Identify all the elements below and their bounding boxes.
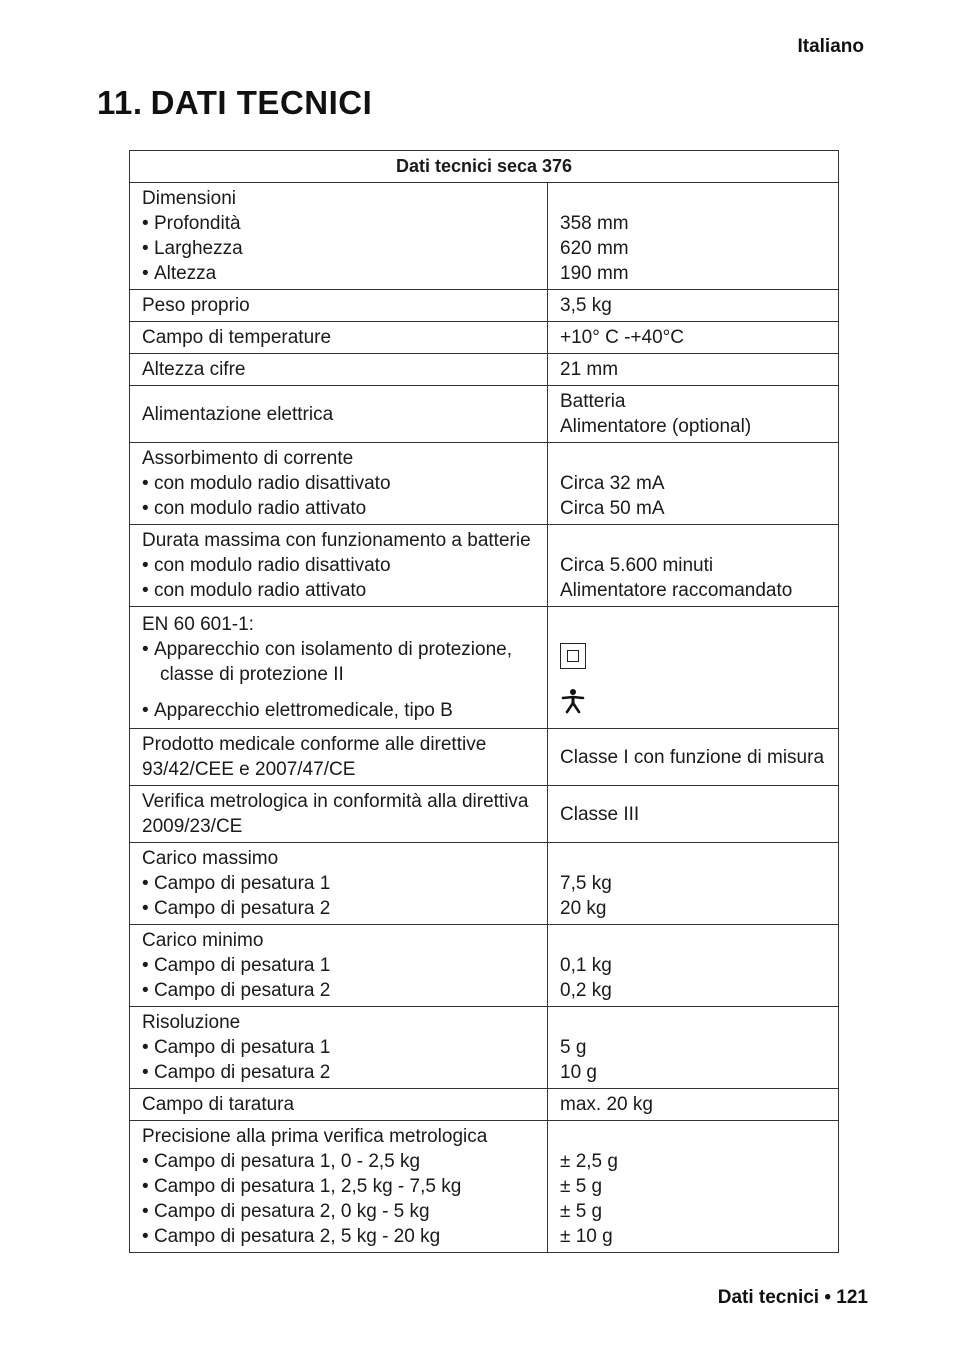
row-value-cell [548,322,839,354]
list-item: • Campo di pesatura 1 [142,1035,547,1060]
table-row [130,786,839,843]
row-label: Campo di taratura [142,1094,295,1115]
row-value-cell [548,525,839,607]
row-value: Classe I con funzione di misura [560,746,825,768]
row-value-cell [548,1007,839,1089]
row-value: ± 2,5 g [560,1150,618,1172]
row-label-cell [130,1121,548,1253]
list-item: • Apparecchio con isolamento di protezione, classe di protezione II [142,637,547,687]
table-row [130,183,839,290]
row-label: Dimensioni [142,187,236,209]
row-label: Precisione alla prima verifica metrologica [142,1125,488,1147]
row-label: EN 60 601-1: [142,613,254,635]
list-item: • Campo di pesatura 1, 2,5 kg - 7,5 kg [142,1174,547,1199]
row-label: Durata massima con funzionamento a batterie [142,529,531,551]
page-title [97,84,372,122]
row-label: Campo di temperature [142,327,332,348]
section-title: DATI TECNICI [150,84,373,121]
row-value: Alimentatore raccomandato [560,579,793,601]
list-item: • Campo di pesatura 1, 0 - 2,5 kg [142,1149,547,1174]
table-row [130,525,839,607]
row-value: Circa 32 mA [560,472,665,494]
row-value: 7,5 kg [560,872,612,894]
page-footer: Dati tecnici • 121 [717,1287,868,1308]
row-label: Verifica metrologica in conformità alla direttiva 2009/23/CE [142,790,529,837]
table-row [130,1089,839,1121]
table-row [130,1007,839,1089]
row-value-cell [548,1089,839,1121]
row-value: 21 mm [560,359,619,380]
row-label-cell [130,354,548,386]
row-value-cell [548,183,839,290]
list-item: • Campo di pesatura 1 [142,871,547,896]
row-label-cell [130,1089,548,1121]
row-value-cell [548,290,839,322]
list-item: • con modulo radio disattivato [142,553,547,578]
row-label: Alimentazione elettrica [142,403,334,425]
list-item: • Larghezza [142,236,547,261]
list-item: • Apparecchio elettromedicale, tipo B [142,698,547,723]
table-row [130,322,839,354]
list-item: • Campo di pesatura 2 [142,896,547,921]
row-label-cell [130,786,548,843]
row-label-cell [130,290,548,322]
row-label-cell [130,386,548,443]
technical-data-table [129,150,839,1253]
table-row [130,843,839,925]
list-item: • Campo di pesatura 2 [142,1060,547,1085]
table-header-row [130,151,839,183]
row-value: 20 kg [560,897,607,919]
table-row [130,1121,839,1253]
row-value-cell [548,843,839,925]
row-label: Carico minimo [142,929,264,951]
table-title: Dati tecnici seca 376 [130,151,839,183]
row-value-cell [548,354,839,386]
language-label: Italiano [797,36,864,57]
row-value: Alimentatore (optional) [560,415,752,437]
table-row [130,729,839,786]
row-value: max. 20 kg [560,1094,653,1115]
row-value: Circa 50 mA [560,497,665,519]
row-value: Classe III [560,803,640,825]
row-value: 5 g [560,1036,587,1058]
row-value: Circa 5.600 minuti [560,554,714,576]
type-b-applied-part-icon [560,688,586,714]
row-value-cell [548,1121,839,1253]
table-row [130,354,839,386]
row-value: 190 mm [560,262,629,284]
row-label: Risoluzione [142,1011,241,1033]
row-value: 10 g [560,1061,597,1083]
row-value-cell [548,443,839,525]
row-label-cell [130,925,548,1007]
row-label: Carico massimo [142,847,279,869]
row-value: 0,2 kg [560,979,612,1001]
row-label: Peso proprio [142,295,250,316]
table-row [130,386,839,443]
row-label-cell [130,607,548,729]
row-label-cell [130,183,548,290]
row-value: 620 mm [560,237,629,259]
row-value-cell [548,925,839,1007]
list-item: • con modulo radio attivato [142,496,547,521]
row-value: 0,1 kg [560,954,612,976]
row-value: 3,5 kg [560,295,612,316]
table-row [130,925,839,1007]
row-label-cell [130,322,548,354]
table-row [130,290,839,322]
row-value: ± 5 g [560,1200,603,1222]
row-label-cell [130,525,548,607]
list-item: • Campo di pesatura 1 [142,953,547,978]
row-label: Altezza cifre [142,359,246,380]
list-item: • Campo di pesatura 2, 0 kg - 5 kg [142,1199,547,1224]
row-value: Batteria [560,390,626,412]
row-label-cell [130,843,548,925]
row-value: +10° C -+40°C [560,327,684,348]
protection-class-ii-icon [560,643,586,669]
list-item: • Altezza [142,261,547,286]
list-item: • Campo di pesatura 2, 5 kg - 20 kg [142,1224,547,1249]
list-item: • con modulo radio disattivato [142,471,547,496]
row-label-cell [130,1007,548,1089]
row-label-cell [130,443,548,525]
table-row [130,443,839,525]
list-item: • Campo di pesatura 2 [142,978,547,1003]
row-value-cell [548,607,839,729]
table-row [130,607,839,729]
section-number: 11. [97,84,143,121]
row-label: Prodotto medicale conforme alle direttive 93/42/CEE e 2007/47/CE [142,733,487,780]
row-label-cell [130,729,548,786]
row-value-cell [548,729,839,786]
list-item: • con modulo radio attivato [142,578,547,603]
row-value-cell [548,386,839,443]
list-item: • Profondità [142,211,547,236]
row-value-cell [548,786,839,843]
row-label: Assorbimento di corrente [142,447,354,469]
row-value: 358 mm [560,212,629,234]
row-value: ± 10 g [560,1225,613,1247]
row-value: ± 5 g [560,1175,603,1197]
